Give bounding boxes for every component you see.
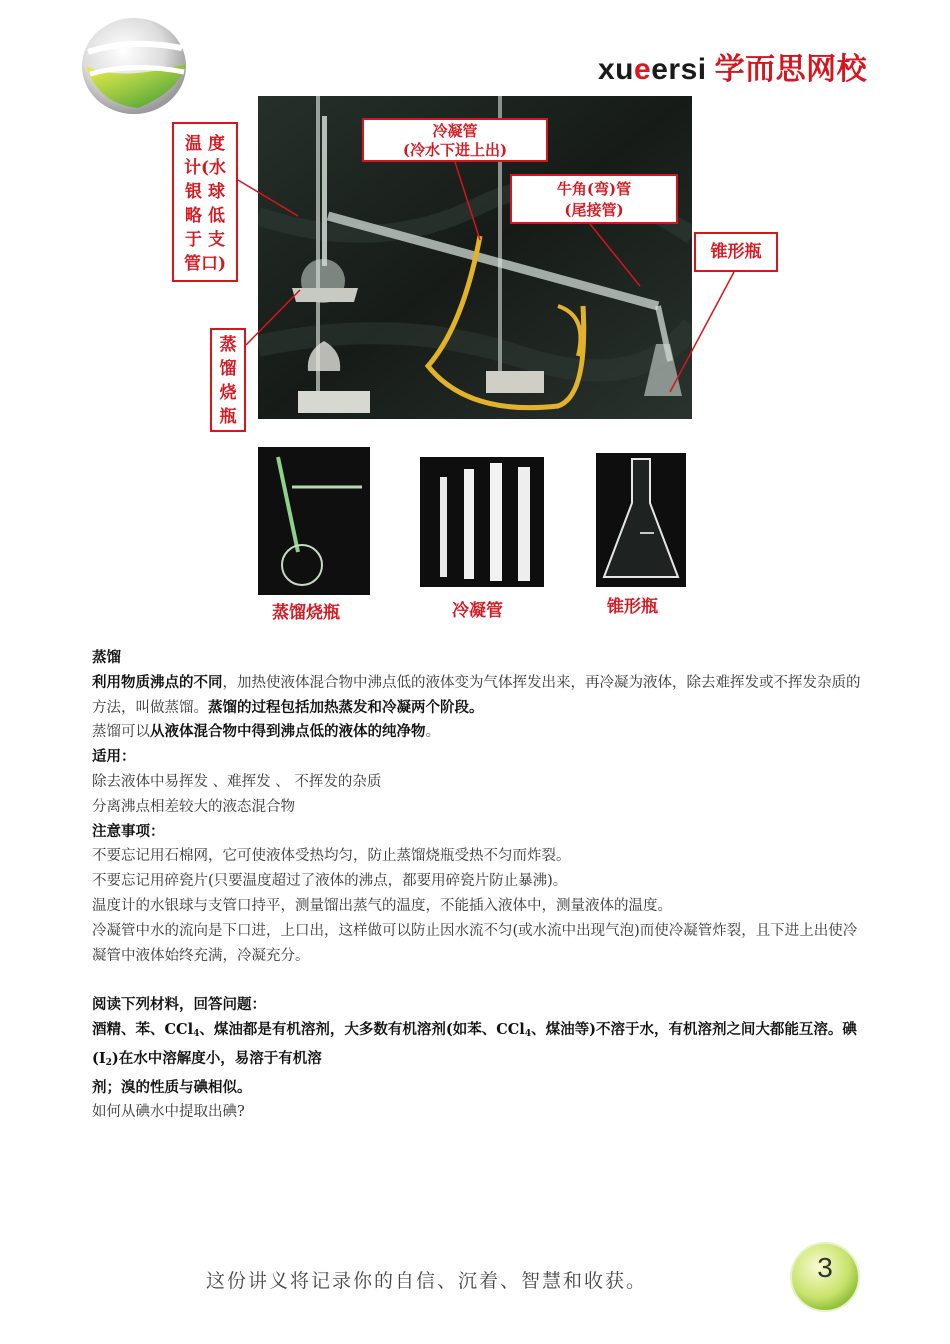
apply-item: 分离沸点相差较大的液态混合物 bbox=[92, 798, 295, 815]
footer-slogan: 这份讲义将记录你的自信、沉着、智慧和收获。 bbox=[206, 1270, 648, 1292]
reading-title: 阅读下列材料，回答问题： bbox=[92, 996, 266, 1014]
thumb-condensers bbox=[420, 457, 544, 587]
definition-paragraph: 利用物质沸点的不同，加热使液体混合物中沸点低的液体变为气体挥发出来，再冷凝为液体，除去难挥发或不挥发杂质的方法，叫做蒸馏。蒸馏的过程包括加热蒸发和冷凝两个阶段。 bbox=[92, 673, 861, 716]
thumb-conical-flask bbox=[596, 453, 686, 587]
thumb-label-condenser: 冷凝管 bbox=[452, 601, 503, 621]
callout-conical-flask: 锥形瓶 bbox=[694, 232, 778, 272]
notes-title: 注意事项： bbox=[92, 822, 165, 840]
document-body bbox=[92, 646, 862, 1125]
note-item: 不要忘记用碎瓷片(只要温度超过了液体的沸点，都要用碎瓷片防止暴沸)。 bbox=[92, 873, 568, 890]
note-item: 温度计的水银球与支管口持平，测量馏出蒸气的温度，不能插入液体中，测量液体的温度。 bbox=[92, 897, 672, 914]
page-number-badge bbox=[788, 1240, 862, 1314]
reading-material: 酒精、苯、CCl$_4$、煤油都是有机溶剂，大多数有机溶剂(如苯、CCl$_4$、煤油等)不溶于水，有机溶剂之间大都能互溶。碘$(I_2)$在水中溶解度小，易溶于有机溶 bbox=[92, 1020, 857, 1068]
question: 如何从碘水中提取出碘? bbox=[92, 1104, 245, 1121]
callout-thermometer: 温 度 计(水 银 球 略 低 于 支 管口) bbox=[172, 122, 238, 282]
page-number: 3 bbox=[817, 1252, 833, 1283]
section-heading: 蒸馏 bbox=[92, 649, 121, 666]
thumb-label-conical-flask: 锥形瓶 bbox=[607, 597, 658, 617]
apply-item: 除去液体中易挥发 、难挥发 、 不挥发的杂质 bbox=[92, 773, 382, 790]
callout-adapter: 牛角(弯)管 (尾接管) bbox=[510, 174, 678, 224]
logo-sphere-icon bbox=[78, 12, 194, 116]
callout-condenser: 冷凝管 (冷水下进上出) bbox=[362, 118, 548, 162]
note-item: 冷凝管中水的流向是下口进，上口出，这样做可以防止因水流不匀(或水流中出现气泡)而使冷凝管炸裂，且下进上出使冷凝管中液体始终充满，冷凝充分。 bbox=[92, 922, 858, 964]
thumb-distilling-flask bbox=[258, 447, 370, 595]
apply-title: 适用： bbox=[92, 748, 136, 766]
reading-material-cont: 剂；溴的性质与碘相似。 bbox=[92, 1078, 252, 1096]
purpose-paragraph: 蒸馏可以从液体混合物中得到沸点低的液体的纯净物。 bbox=[92, 723, 440, 741]
brand-logo: xueersi 学而思网校 bbox=[598, 52, 868, 87]
note-item: 不要忘记用石棉网，它可使液体受热均匀，防止蒸馏烧瓶受热不匀而炸裂。 bbox=[92, 848, 571, 865]
thumb-label-distilling-flask: 蒸馏烧瓶 bbox=[272, 603, 340, 623]
callout-distilling-flask: 蒸 馏 烧 瓶 bbox=[210, 328, 246, 432]
